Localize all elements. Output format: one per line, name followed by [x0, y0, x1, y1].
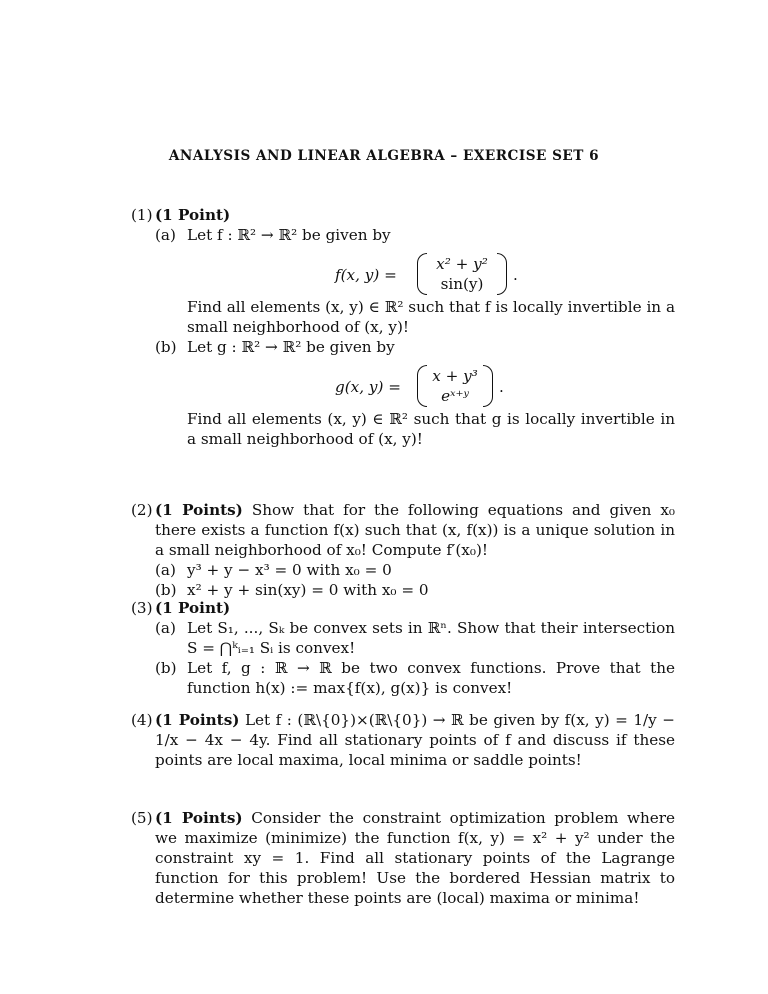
left-paren: [417, 253, 427, 295]
vector-row-1: x² + y²: [436, 255, 488, 273]
problem-number: (3): [131, 599, 153, 617]
problem-number: (2): [131, 501, 153, 519]
problem-number: (4): [131, 711, 153, 729]
subproblem-label: (a): [155, 619, 176, 637]
left-paren: [417, 365, 427, 407]
problem-points: (1 Point): [155, 599, 231, 617]
subproblem-3b: [155, 658, 675, 698]
subproblem-label: (b): [155, 581, 177, 599]
subproblem-2a: [155, 560, 675, 580]
subproblem-text: Let g : ℝ² → ℝ² be given by: [187, 338, 395, 356]
subproblem-text: Let f : ℝ² → ℝ² be given by: [187, 226, 391, 244]
subproblem-3a: [155, 618, 675, 658]
right-paren: [497, 253, 507, 295]
page-title: ANALYSIS AND LINEAR ALGEBRA – EXERCISE SET 6: [168, 148, 600, 164]
subproblem-2b: [155, 580, 675, 600]
problem-points: (1 Points): [155, 501, 243, 519]
subproblem-text: x² + y + sin(xy) = 0 with x₀ = 0: [187, 581, 429, 599]
equation-lhs: g(x, y) =: [335, 378, 401, 396]
vector-entries: [427, 254, 497, 294]
problem-number: (1): [131, 206, 153, 224]
subproblem-1a: [155, 225, 675, 337]
equation-lhs: f(x, y) =: [335, 266, 397, 284]
problem-points: (1 Points): [155, 711, 240, 729]
problem-points: (1 Point): [155, 206, 231, 224]
subproblem-1b: [155, 337, 675, 449]
display-equation-f: [187, 253, 675, 297]
problem-1: [131, 205, 675, 449]
vector-entries: [427, 366, 483, 406]
subproblem-question: Find all elements (x, y) ∈ ℝ² such that f is locally invertible in a small neighborhood of (x, y)!: [187, 298, 675, 336]
right-paren: [483, 365, 493, 407]
vector-row-2: sin(y): [440, 275, 484, 293]
subproblem-label: (a): [155, 561, 176, 579]
display-equation-g: [187, 365, 675, 409]
subproblem-label: (b): [155, 659, 177, 677]
problem-number: (5): [131, 809, 153, 827]
problem-5: [131, 808, 675, 908]
problem-4: [131, 710, 675, 770]
problem-text: Show that for the following equations and given x₀ there exists a function f(x) such that (x, f(x)) is a unique solution in a small neighborhood of x₀! Compute f′(x₀)!: [155, 501, 676, 559]
problem-2: [131, 500, 675, 600]
subproblem-text: Let f, g : ℝ → ℝ be two convex functions. Prove that the function h(x) := max{f(x), g(x)} is convex!: [187, 659, 675, 697]
problem-text: Let f : (ℝ\{0})×(ℝ\{0}) → ℝ be given by f(x, y) = 1/y − 1/x − 4x − 4y. Find all stationary points of f and discuss if these points are local maxima, local minima or saddle points!: [155, 711, 675, 769]
problem-points: (1 Points): [155, 809, 243, 827]
vector-row-2: eˣ⁺ʸ: [441, 387, 469, 405]
subproblem-text: y³ + y − x³ = 0 with x₀ = 0: [187, 561, 392, 579]
subproblem-label: (a): [155, 226, 176, 244]
subproblem-question: Find all elements (x, y) ∈ ℝ² such that g is locally invertible in a small neighborhood of (x, y)!: [187, 410, 675, 448]
period: .: [499, 378, 504, 396]
subproblem-label: (b): [155, 338, 177, 356]
subproblem-text: Let S₁, ..., Sₖ be convex sets in ℝⁿ. Show that their intersection S = ⋂ᵏᵢ₌₁ Sᵢ is convex!: [187, 619, 675, 657]
period: .: [513, 266, 518, 284]
problem-text: Consider the constraint optimization problem where we maximize (minimize) the function f(x, y) = x² + y² under the constraint xy = 1. Find all stationary points of the Lagrange function for this problem! Use the bordered Hessian matrix to determine whether these points are (local) maxima or minima!: [155, 809, 676, 907]
vector-row-1: x + y³: [432, 367, 478, 385]
problem-3: [131, 598, 675, 698]
